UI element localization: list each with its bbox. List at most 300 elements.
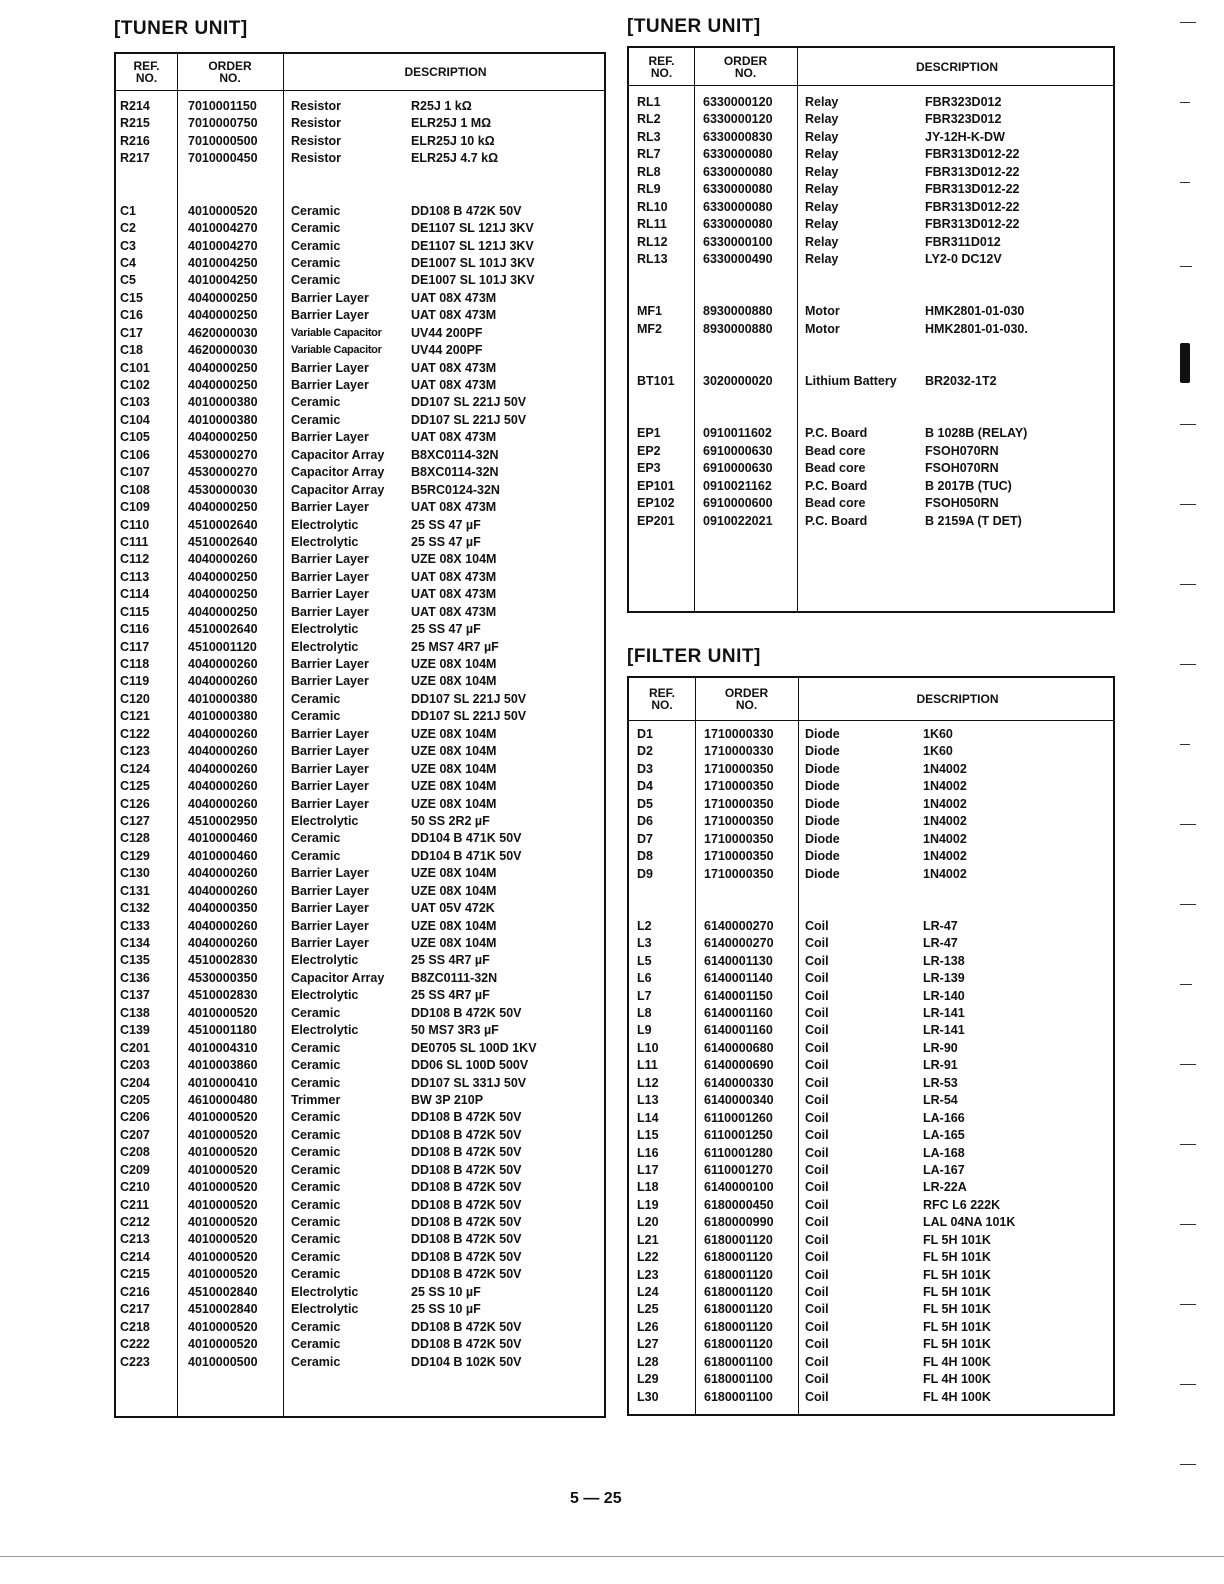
table-row [629,1319,1113,1336]
cell-spec: UZE 08X 104M [411,866,497,881]
table-row [629,918,1113,935]
cell-spec: UZE 08X 104M [411,796,497,811]
cell-order: 4040000260 [188,552,258,567]
cell-order: 4010004270 [188,221,258,236]
cell-type: Diode [805,866,840,881]
cell-order: 4010000520 [188,1337,258,1352]
cell-ref: C1 [120,203,136,218]
cell-spec: UZE 08X 104M [411,936,497,950]
cell-ref: L15 [637,1128,659,1143]
cell-ref: R215 [120,116,150,131]
table-row [629,181,1113,198]
cell-type: Electrolytic [291,622,359,637]
cell-type: Barrier Layer [291,883,369,898]
table-row [116,1127,604,1144]
cell-ref: L26 [637,1319,659,1334]
cell-ref: C211 [120,1197,150,1212]
cell-type: Electrolytic [291,953,359,968]
cell-ref: L14 [637,1110,659,1125]
cell-spec: DD108 B 472K 50V [411,1197,522,1212]
table-row [629,495,1113,512]
cell-spec: UZE 08X 104M [411,726,497,741]
cell-ref: D1 [637,727,653,741]
cell-spec: DE1007 SL 101J 3KV [411,273,535,288]
cell-ref: C134 [120,936,150,950]
scan-edge-mark [1180,1384,1196,1385]
cell-spec: DD108 B 472K 50V [411,1337,522,1352]
table-row [116,133,604,150]
cell-type: Variable Capacitor [291,344,382,357]
header-order: ORDER NO. [208,59,252,85]
cell-ref: EP1 [637,426,661,441]
cell-ref: C135 [120,953,150,968]
cell-type: Coil [805,1250,829,1265]
table-row [629,1232,1113,1249]
cell-ref: C113 [120,569,150,584]
cell-spec: DD108 B 472K 50V [411,203,522,218]
cell-ref: C117 [120,639,150,654]
cell-ref: C206 [120,1110,150,1125]
cell-spec: LY2-0 DC12V [925,251,1002,266]
cell-type: Coil [805,1110,829,1125]
cell-type: Bead core [805,461,866,476]
cell-order: 6140000680 [704,1040,774,1055]
cell-spec: LA-167 [923,1162,965,1177]
cell-order: 4010000410 [188,1075,258,1090]
cell-spec: DD108 B 472K 50V [411,1145,522,1160]
cell-spec: FSOH070RN [925,443,999,458]
cell-type: Coil [805,1267,829,1282]
cell-ref: C123 [120,744,150,759]
cell-ref: C16 [120,308,143,323]
cell-type: Capacitor Array [291,970,385,985]
cell-type: Bead core [805,496,866,511]
cell-order: 6180001120 [704,1232,773,1247]
cell-type: Barrier Layer [291,726,369,741]
table-row [116,150,604,167]
scan-edge-mark [1180,744,1190,745]
cell-type: Ceramic [291,255,341,270]
cell-ref: C2 [120,221,136,236]
cell-spec: HMK2801-01-030 [925,304,1025,319]
cell-spec: 25 SS 10 µF [411,1284,481,1299]
cell-type: Ceramic [291,203,341,218]
cell-spec: ELR25J 10 kΩ [411,133,495,148]
cell-spec: FL 5H 101K [923,1302,991,1317]
table-spacer [629,883,1113,900]
cell-order: 4040000260 [188,726,258,741]
cell-type: Bead core [805,443,866,458]
cell-type: Electrolytic [291,639,359,654]
cell-ref: L10 [637,1040,659,1055]
cell-spec: LA-168 [923,1145,965,1160]
table-row [116,447,604,464]
cell-order: 4040000260 [188,779,258,794]
table-row [629,111,1113,128]
cell-type: Relay [805,217,839,232]
table-row [116,464,604,481]
cell-ref: D9 [637,866,653,881]
cell-spec: FBR313D012-22 [925,147,1020,162]
cell-spec: DD108 B 472K 50V [411,1180,522,1195]
table-row [629,953,1113,970]
cell-order: 4010000460 [188,848,258,863]
cell-type: Ceramic [291,1337,341,1352]
scan-edge-mark [1180,22,1196,23]
table-row [629,1214,1113,1231]
cell-type: P.C. Board [805,513,868,528]
table-row [116,673,604,690]
cell-type: Ceramic [291,1005,341,1020]
cell-order: 6910000630 [703,461,773,476]
cell-spec: FL 5H 101K [923,1267,991,1282]
cell-spec: DD06 SL 100D 500V [411,1058,529,1073]
cell-type: Ceramic [291,831,341,846]
cell-ref: L5 [637,953,652,968]
cell-ref: RL1 [637,95,661,109]
cell-order: 3020000020 [703,374,773,388]
cell-ref: C222 [120,1337,150,1352]
cell-ref: C4 [120,255,136,270]
cell-order: 4040000250 [188,290,258,305]
cell-order: 8930000880 [703,304,773,319]
cell-type: Trimmer [291,1092,341,1107]
cell-order: 6180001120 [704,1319,773,1334]
cell-type: Diode [805,796,840,811]
cell-order: 4510002840 [188,1284,258,1299]
cell-ref: MF1 [637,304,662,319]
cell-spec: UAT 08X 473M [411,308,497,323]
table-row [116,935,604,952]
cell-ref: C109 [120,500,150,515]
cell-spec: UAT 08X 473M [411,604,497,619]
table-row [116,1179,604,1196]
cell-type: Barrier Layer [291,290,369,305]
cell-spec: DD107 SL 221J 50V [411,412,527,427]
cell-order: 6110001260 [704,1110,773,1125]
cell-type: Barrier Layer [291,744,369,759]
cell-type: Electrolytic [291,988,359,1003]
cell-ref: L16 [637,1145,659,1160]
cell-spec: FL 5H 101K [923,1337,991,1352]
cell-order: 6330000830 [703,129,773,144]
cell-ref: L25 [637,1302,659,1317]
cell-type: Coil [805,1145,829,1160]
table-spacer [629,408,1113,425]
cell-ref: RL12 [637,234,668,249]
cell-type: Barrier Layer [291,569,369,584]
cell-ref: C104 [120,412,150,427]
table-row [116,255,604,272]
cell-order: 4040000250 [188,569,258,584]
cell-order: 4040000260 [188,657,258,671]
cell-order: 4040000260 [188,674,258,689]
cell-ref: C119 [120,674,150,689]
header-description: DESCRIPTION [404,65,487,79]
table-row [629,321,1113,338]
cell-type: P.C. Board [805,478,868,493]
cell-type: Variable Capacitor [291,326,382,339]
scan-edge-mark [1180,1144,1196,1145]
cell-spec: UZE 08X 104M [411,918,497,933]
cell-type: Capacitor Array [291,447,385,462]
cell-spec: DE1107 SL 121J 3KV [411,221,534,236]
cell-order: 1710000330 [704,744,774,759]
cell-order: 4010003860 [188,1058,258,1073]
cell-type: Ceramic [291,1232,341,1247]
table-row [629,778,1113,795]
table-row [116,394,604,411]
cell-ref: D8 [637,849,653,864]
cell-type: Barrier Layer [291,674,369,689]
cell-type: Coil [805,1319,829,1334]
cell-ref: C103 [120,395,150,410]
cell-order: 0910011602 [703,426,772,441]
cell-order: 4010000520 [188,1005,258,1020]
cell-ref: L21 [637,1232,659,1247]
cell-spec: LR-22A [923,1180,967,1195]
cell-spec: 1N4002 [923,779,967,794]
cell-type: Coil [805,1285,829,1299]
cell-spec: 25 SS 47 µF [411,534,481,549]
cell-order: 6180001120 [704,1302,773,1317]
cell-order: 4010000520 [188,1319,258,1334]
table-row [116,1336,604,1353]
cell-spec: 1N4002 [923,814,967,829]
cell-type: Coil [805,988,829,1003]
cell-order: 7010000450 [188,151,258,166]
cell-type: Ceramic [291,709,341,724]
cell-order: 4010000380 [188,412,258,427]
cell-order: 4530000270 [188,465,258,480]
cell-type: Ceramic [291,412,341,427]
cell-order: 6330000080 [703,182,773,197]
cell-order: 4010000380 [188,709,258,724]
cell-order: 6140001160 [704,1023,773,1038]
cell-ref: C223 [120,1354,150,1369]
cell-order: 4010000520 [188,1249,258,1264]
cell-type: Barrier Layer [291,901,369,916]
table-row [116,1301,604,1318]
cell-type: Relay [805,112,839,127]
cell-type: Barrier Layer [291,500,369,515]
cell-order: 6330000080 [703,199,773,214]
cell-order: 6910000630 [703,443,773,458]
cell-type: Barrier Layer [291,657,369,671]
table-row [116,1197,604,1214]
cell-order: 4620000030 [188,343,258,358]
cell-type: Electrolytic [291,517,359,532]
table-row [116,586,604,603]
cell-ref: RL7 [637,147,661,162]
table-row [629,1371,1113,1388]
scan-edge-mark [1180,102,1190,103]
cell-ref: C128 [120,831,150,846]
left-rows [116,98,604,1371]
cell-ref: L17 [637,1162,659,1177]
table-row [116,761,604,778]
cell-order: 4010000520 [188,203,258,218]
cell-spec: FBR313D012-22 [925,182,1020,197]
scan-edge-mark [1180,1064,1196,1065]
cell-type: Barrier Layer [291,796,369,811]
header-order: ORDER NO. [724,686,769,712]
cell-spec: 1N4002 [923,796,967,811]
cell-ref: C106 [120,447,150,462]
table-row [116,848,604,865]
cell-type: Ceramic [291,1267,341,1282]
cell-spec: DD104 B 471K 50V [411,831,522,846]
cell-order: 4510001120 [188,639,257,654]
table-row [116,1005,604,1022]
cell-ref: RL13 [637,251,668,266]
cell-type: Diode [805,779,840,794]
table-row [116,1231,604,1248]
cell-ref: C102 [120,378,150,392]
cell-type: Coil [805,918,829,933]
cell-order: 1710000350 [704,796,774,811]
cell-spec: DD108 B 472K 50V [411,1162,522,1177]
table-row [116,203,604,220]
scan-bottom-rule [0,1556,1224,1557]
cell-spec: DD108 B 472K 50V [411,1005,522,1020]
cell-spec: FSOH050RN [925,496,999,511]
cell-order: 6110001270 [704,1162,773,1177]
cell-spec: 25 MS7 4R7 µF [411,639,499,654]
cell-type: Ceramic [291,1319,341,1334]
cell-type: Capacitor Array [291,482,385,497]
cell-ref: C122 [120,726,150,741]
cell-spec: R25J 1 kΩ [411,99,472,113]
cell-order: 4510002830 [188,988,258,1003]
cell-order: 6330000120 [703,112,773,127]
cell-order: 0910022021 [703,513,773,528]
cell-spec: UZE 08X 104M [411,552,497,567]
table-row [629,935,1113,952]
cell-ref: L13 [637,1093,659,1108]
cell-order: 6140000330 [704,1075,774,1090]
table-row [116,796,604,813]
cell-order: 1710000350 [704,761,774,776]
cell-order: 4010000520 [188,1232,258,1247]
cell-order: 6180001100 [704,1372,773,1387]
cell-spec: DD108 B 472K 50V [411,1232,522,1247]
cell-ref: L8 [637,1006,652,1020]
cell-spec: LR-140 [923,988,965,1003]
scan-edge-mark [1180,424,1196,425]
cell-ref: RL10 [637,199,668,214]
table-row [629,796,1113,813]
cell-type: Coil [805,1232,829,1247]
table-row [116,656,604,673]
cell-spec: DD108 B 472K 50V [411,1215,522,1229]
cell-ref: L29 [637,1372,659,1387]
table-row [629,1389,1113,1406]
table-row [116,1109,604,1126]
cell-order: 6140000270 [704,936,774,951]
table-spacer [629,286,1113,303]
cell-spec: B8XC0114-32N [411,465,499,480]
cell-spec: B 2017B (TUC) [925,478,1012,493]
cell-type: Coil [805,953,829,968]
cell-type: Ceramic [291,848,341,863]
table-row [116,307,604,324]
cell-order: 4010004250 [188,255,258,270]
cell-ref: C137 [120,988,150,1003]
table-row [116,429,604,446]
table-row [629,813,1113,830]
cell-type: Coil [805,1372,829,1387]
table-row [116,1057,604,1074]
cell-type: Barrier Layer [291,360,369,375]
header-ref: REF. NO. [648,686,675,712]
cell-type: Coil [805,1075,829,1090]
table-spacer [629,268,1113,285]
cell-type: Ceramic [291,221,341,236]
table-row [116,621,604,638]
cell-spec: 25 SS 47 µF [411,622,481,637]
cell-ref: D3 [637,761,653,776]
cell-spec: LR-90 [923,1040,958,1055]
table-row [629,1197,1113,1214]
table-row [116,1162,604,1179]
cell-order: 4040000260 [188,796,258,811]
cell-spec: FBR311D012 [925,234,1001,249]
table-row [116,342,604,359]
cell-spec: HMK2801-01-030. [925,321,1028,336]
table-row [629,726,1113,743]
cell-type: Ceramic [291,1162,341,1177]
cell-ref: C17 [120,325,143,340]
table-row [629,743,1113,760]
cell-type: Relay [805,251,839,266]
table-row [629,866,1113,883]
cell-type: Relay [805,147,839,162]
table-row [116,1319,604,1336]
cell-spec: UAT 08X 473M [411,569,497,584]
cell-spec: UV44 200PF [411,343,483,358]
right-bottom-parts-table [627,676,1115,1416]
cell-spec: 25 SS 47 µF [411,517,481,532]
right-bottom-rows [629,726,1113,1406]
cell-order: 4010000520 [188,1127,258,1142]
cell-order: 6180001120 [704,1337,773,1352]
cell-order: 6140000690 [704,1058,774,1073]
table-row [629,478,1113,495]
table-row [629,1022,1113,1039]
cell-order: 4530000270 [188,447,258,462]
cell-order: 4040000250 [188,308,258,323]
cell-order: 7010000500 [188,133,258,148]
cell-type: Coil [805,1354,829,1369]
cell-ref: D2 [637,744,653,759]
cell-ref: C204 [120,1075,150,1090]
cell-order: 4010000520 [188,1267,258,1282]
cell-order: 7010000750 [188,116,258,131]
cell-spec: LR-47 [923,936,958,951]
cell-type: Relay [805,182,839,197]
table-row [116,778,604,795]
cell-spec: ELR25J 4.7 kΩ [411,151,499,166]
cell-order: 6180001120 [704,1267,773,1282]
right-top-parts-table [627,46,1115,613]
cell-order: 4510002950 [188,813,258,828]
cell-ref: L22 [637,1250,659,1265]
cell-type: Electrolytic [291,534,359,549]
scan-edge-mark [1180,266,1192,267]
cell-spec: B8ZC0111-32N [411,970,498,985]
cell-spec: 1N4002 [923,761,967,776]
